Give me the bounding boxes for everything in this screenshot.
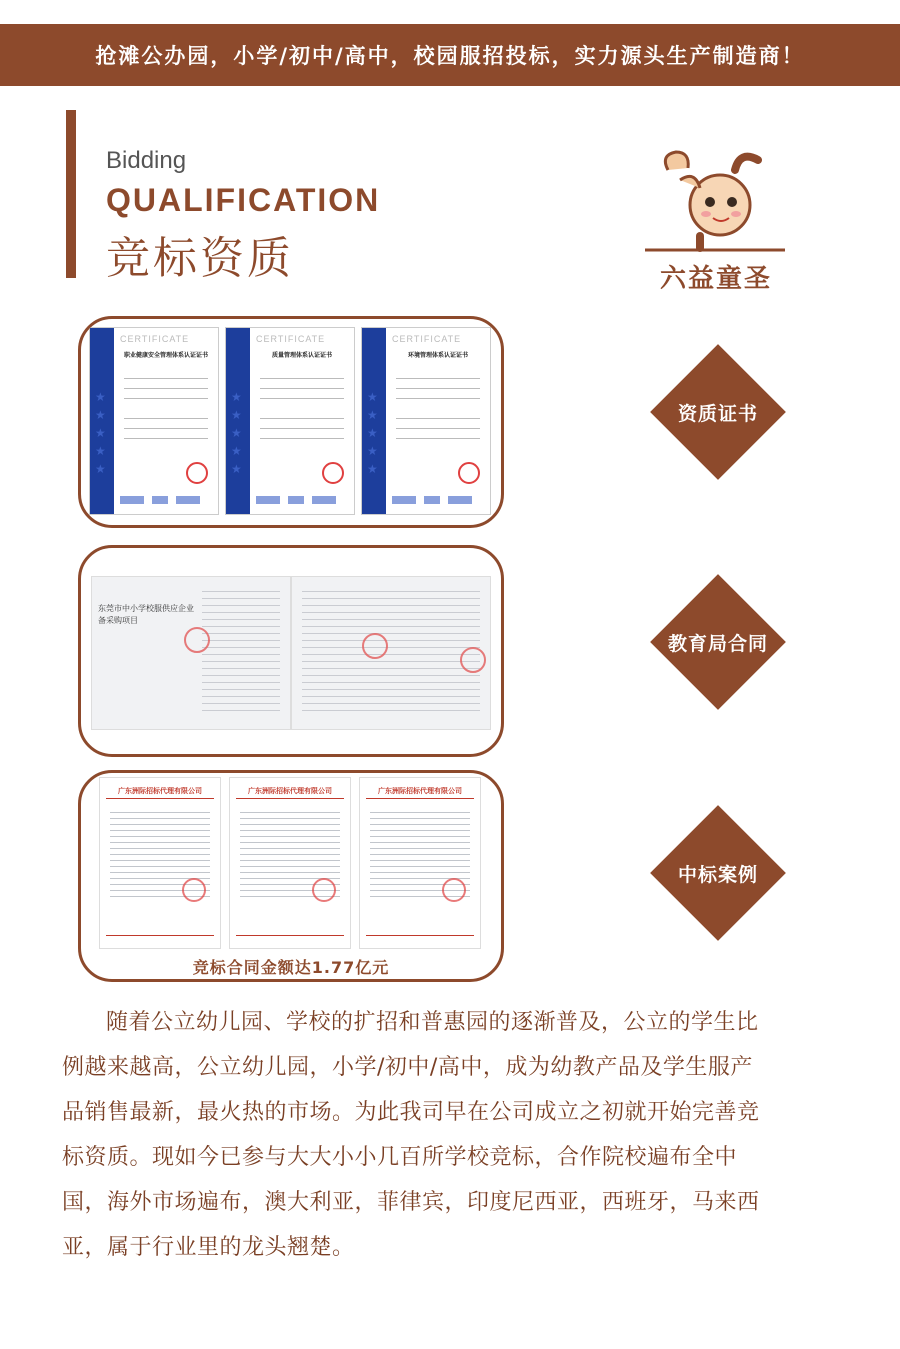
certificates-panel bbox=[78, 316, 504, 528]
certificate-card: ★ ★ ★ ★ ★ CERTIFICATE 质量管理体系认证证书 bbox=[225, 327, 355, 515]
bid-notice: 广东洲际招标代理有限公司 bbox=[229, 777, 351, 949]
qualification-diamond bbox=[650, 344, 786, 480]
certificate-card: ★ ★ ★ ★ ★ CERTIFICATE 环境管理体系认证证书 bbox=[361, 327, 491, 515]
contract-amount-caption: 竞标合同金额达1.77亿元 bbox=[192, 958, 390, 977]
heading-en-large: QUALIFICATION bbox=[106, 182, 381, 218]
bid-notice: 广东洲际招标代理有限公司 bbox=[99, 777, 221, 949]
heading-cn: 竞标资质 bbox=[106, 233, 294, 284]
contract-label: 教育局合同 bbox=[667, 632, 768, 655]
contract-title: 东莞市中小学校服供应企业备采购项目 bbox=[98, 603, 198, 627]
logo-name: 六益童圣 bbox=[659, 264, 772, 294]
certificate-card: ★ ★ ★ ★ ★ CERTIFICATE 职业健康安全管理体系认证证书 bbox=[89, 327, 219, 515]
heading-en-small: Bidding bbox=[106, 147, 187, 174]
contract-panel bbox=[78, 545, 504, 757]
top-banner bbox=[0, 24, 900, 86]
heading-accent-bar bbox=[66, 110, 76, 278]
cases-label: 中标案例 bbox=[677, 863, 758, 886]
banner-text: 抢滩公办园，小学/初中/高中，校园服招投标，实力源头生产制造商！ bbox=[95, 43, 805, 68]
contract-page bbox=[91, 576, 291, 730]
qualification-label: 资质证书 bbox=[677, 402, 758, 425]
contract-diamond bbox=[650, 574, 786, 710]
bid-notice: 广东洲际招标代理有限公司 bbox=[359, 777, 481, 949]
contract-page bbox=[291, 576, 491, 730]
cases-diamond bbox=[650, 805, 786, 941]
body-paragraph: 随着公立幼儿园、学校的扩招和普惠园的逐渐普及，公立的学生比例越来越高，公立幼儿园，小学/初中/高中，成为幼教产品及学生服产品销售最新，最火热的市场。为此我司早在公司成立之初就开始完善竞标资质。现如今已参与大大小小几百所学校竞标，合作院校遍布全中国，海外市场遍布，澳大利亚，菲律宾，印度尼西亚，西班牙，马来西亚，属于行业里的龙头翘楚。 bbox=[62, 1010, 760, 1260]
bid-cases-panel bbox=[78, 770, 504, 982]
